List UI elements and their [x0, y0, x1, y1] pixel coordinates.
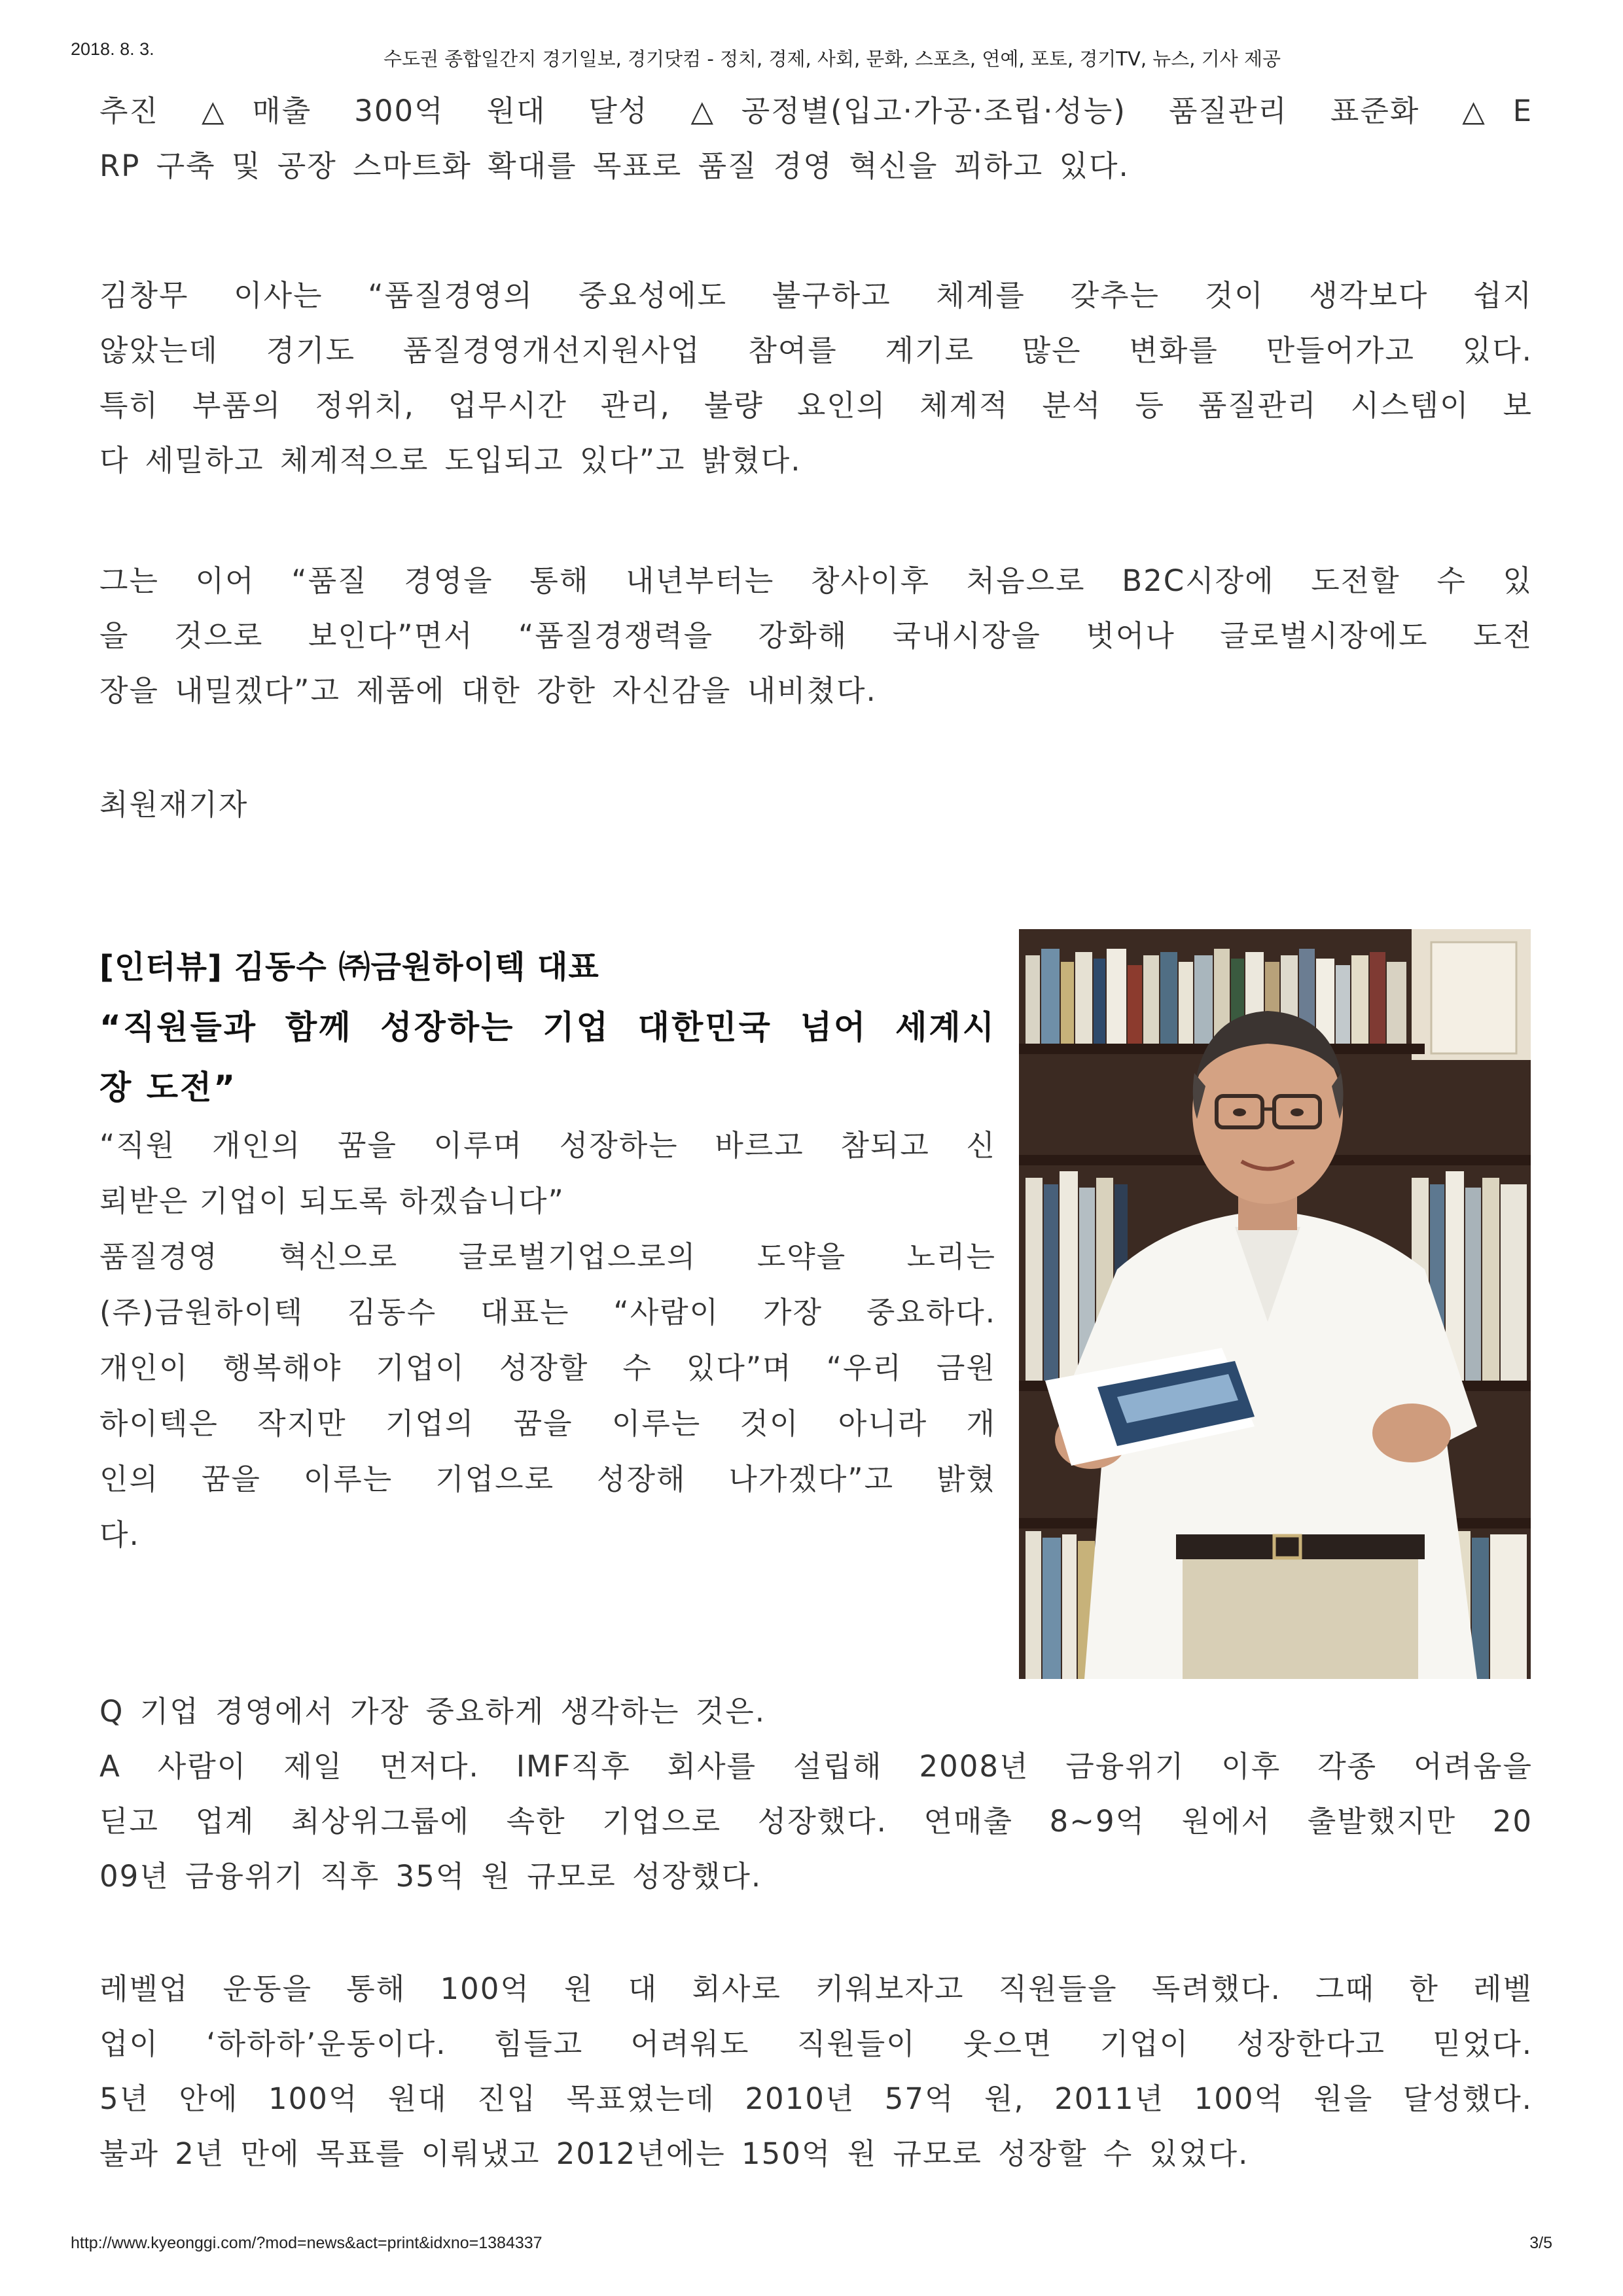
text-line: 장을 내밀겠다”고 제품에 대한 강한 자신감을 내비쳤다. — [99, 673, 877, 708]
text-line: 5년 안에 100억 원대 진입 목표였는데 2010년 57억 원, 2011년 100억 원을 달성했다. — [99, 2081, 1533, 2116]
text-line: 그는 이어 “품질 경영을 통해 내년부터는 창사이후 처음으로 B2C시장에 도전할 수 있 — [99, 563, 1533, 598]
text-line: 레벨업 운동을 통해 100억 원 대 회사로 키워보자고 직원들을 독려했다. 그때 한 레벨 — [99, 1971, 1533, 2006]
text-line: A 사람이 제일 먼저다. IMF직후 회사를 설립해 2008년 금융위기 이후 각종 어려움을 — [99, 1749, 1533, 1784]
article-paragraph-1 — [99, 84, 1533, 194]
text-line: 않았는데 경기도 품질경영개선지원사업 참여를 계기로 많은 변화를 만들어가고 있다. — [99, 333, 1533, 368]
interview-quote — [99, 1118, 996, 1229]
text-line: 다. — [99, 1517, 140, 1552]
text-line: 뢰받은 기업이 되도록 하겠습니다” — [99, 1184, 565, 1218]
text-line: Q 기업 경영에서 가장 중요하게 생각하는 것은. — [99, 1694, 766, 1729]
article-paragraph-2 — [99, 268, 1533, 488]
title-line: 장 도전” — [99, 1069, 238, 1106]
byline — [99, 777, 1533, 832]
interview-body — [99, 1229, 996, 1563]
text-line: 딛고 업계 최상위그룹에 속한 기업으로 성장했다. 연매출 8~9억 원에서 출발했지만 20 — [99, 1804, 1533, 1839]
interview-heading: [인터뷰] 김동수 ㈜금원하이텍 대표 — [99, 949, 599, 985]
text-line: 하이텍은 작지만 기업의 꿈을 이루는 것이 아니라 개 — [99, 1406, 996, 1441]
source-url: http://www.kyeonggi.com/?mod=news&act=print&idxno=1384337 — [71, 2234, 543, 2252]
text-line: 품질경영 혁신으로 글로벌기업으로의 도약을 노리는 — [99, 1239, 996, 1274]
answer-1 — [99, 1739, 1533, 1904]
text-line: 인의 꿈을 이루는 기업으로 성장해 나가겠다”고 밝혔 — [99, 1462, 996, 1496]
text-line: 불과 2년 만에 목표를 이뤄냈고 2012년에는 150억 원 규모로 성장할 수 있었다. — [99, 2136, 1249, 2171]
title-line: “직원들과 함께 성장하는 기업 대한민국 넘어 세계시 — [99, 1008, 996, 1046]
page-number: 3/5 — [1529, 2234, 1552, 2252]
text-line: 다 세밀하고 체계적으로 도입되고 있다”고 밝혔다. — [99, 443, 802, 478]
text-line: 09년 금융위기 직후 35억 원 규모로 성장했다. — [99, 1859, 762, 1894]
portrait-image — [1019, 929, 1531, 1679]
text-line: 업이 ‘하하하’운동이다. 힘들고 어려워도 직원들이 웃으면 기업이 성장한다고 믿었다. — [99, 2026, 1533, 2061]
answer-1-continued — [99, 1962, 1533, 2181]
text-line: 특히 부품의 정위치, 업무시간 관리, 불량 요인의 체계적 분석 등 품질관리 시스템이 보 — [99, 388, 1533, 423]
text-line: “직원 개인의 꿈을 이루며 성장하는 바르고 참되고 신 — [99, 1128, 996, 1163]
text-line: 개인이 행복해야 기업이 성장할 수 있다”며 “우리 금원 — [99, 1351, 996, 1385]
text-line: (주)금원하이텍 김동수 대표는 “사람이 가장 중요하다. — [99, 1295, 996, 1330]
interview-title — [99, 997, 996, 1118]
question-1 — [99, 1684, 1533, 1739]
article-paragraph-3 — [99, 554, 1533, 718]
text-line: 추진 △매출 300억 원대 달성 △공정별(입고·가공·조립·성능) 품질관리 표준화 △E — [99, 94, 1533, 128]
byline-text: 최원재기자 — [99, 787, 249, 822]
site-title: 수도권 종합일간지 경기일보, 경기닷컴 - 정치, 경제, 사회, 문화, 스포츠, 연예, 포토, 경기TV, 뉴스, 기사 제공 — [383, 48, 1281, 70]
text-line: 을 것으로 보인다”면서 “품질경쟁력을 강화해 국내시장을 벗어나 글로벌시장에도 도전 — [99, 618, 1533, 653]
text-line: 김창무 이사는 “품질경영의 중요성에도 불구하고 체계를 갖추는 것이 생각보다 쉽지 — [99, 278, 1533, 313]
interview-section — [99, 937, 996, 1563]
portrait-photo — [1019, 929, 1531, 1679]
print-date: 2018. 8. 3. — [71, 39, 154, 59]
text-line: RP 구축 및 공장 스마트화 확대를 목표로 품질 경영 혁신을 꾀하고 있다. — [99, 149, 1130, 183]
